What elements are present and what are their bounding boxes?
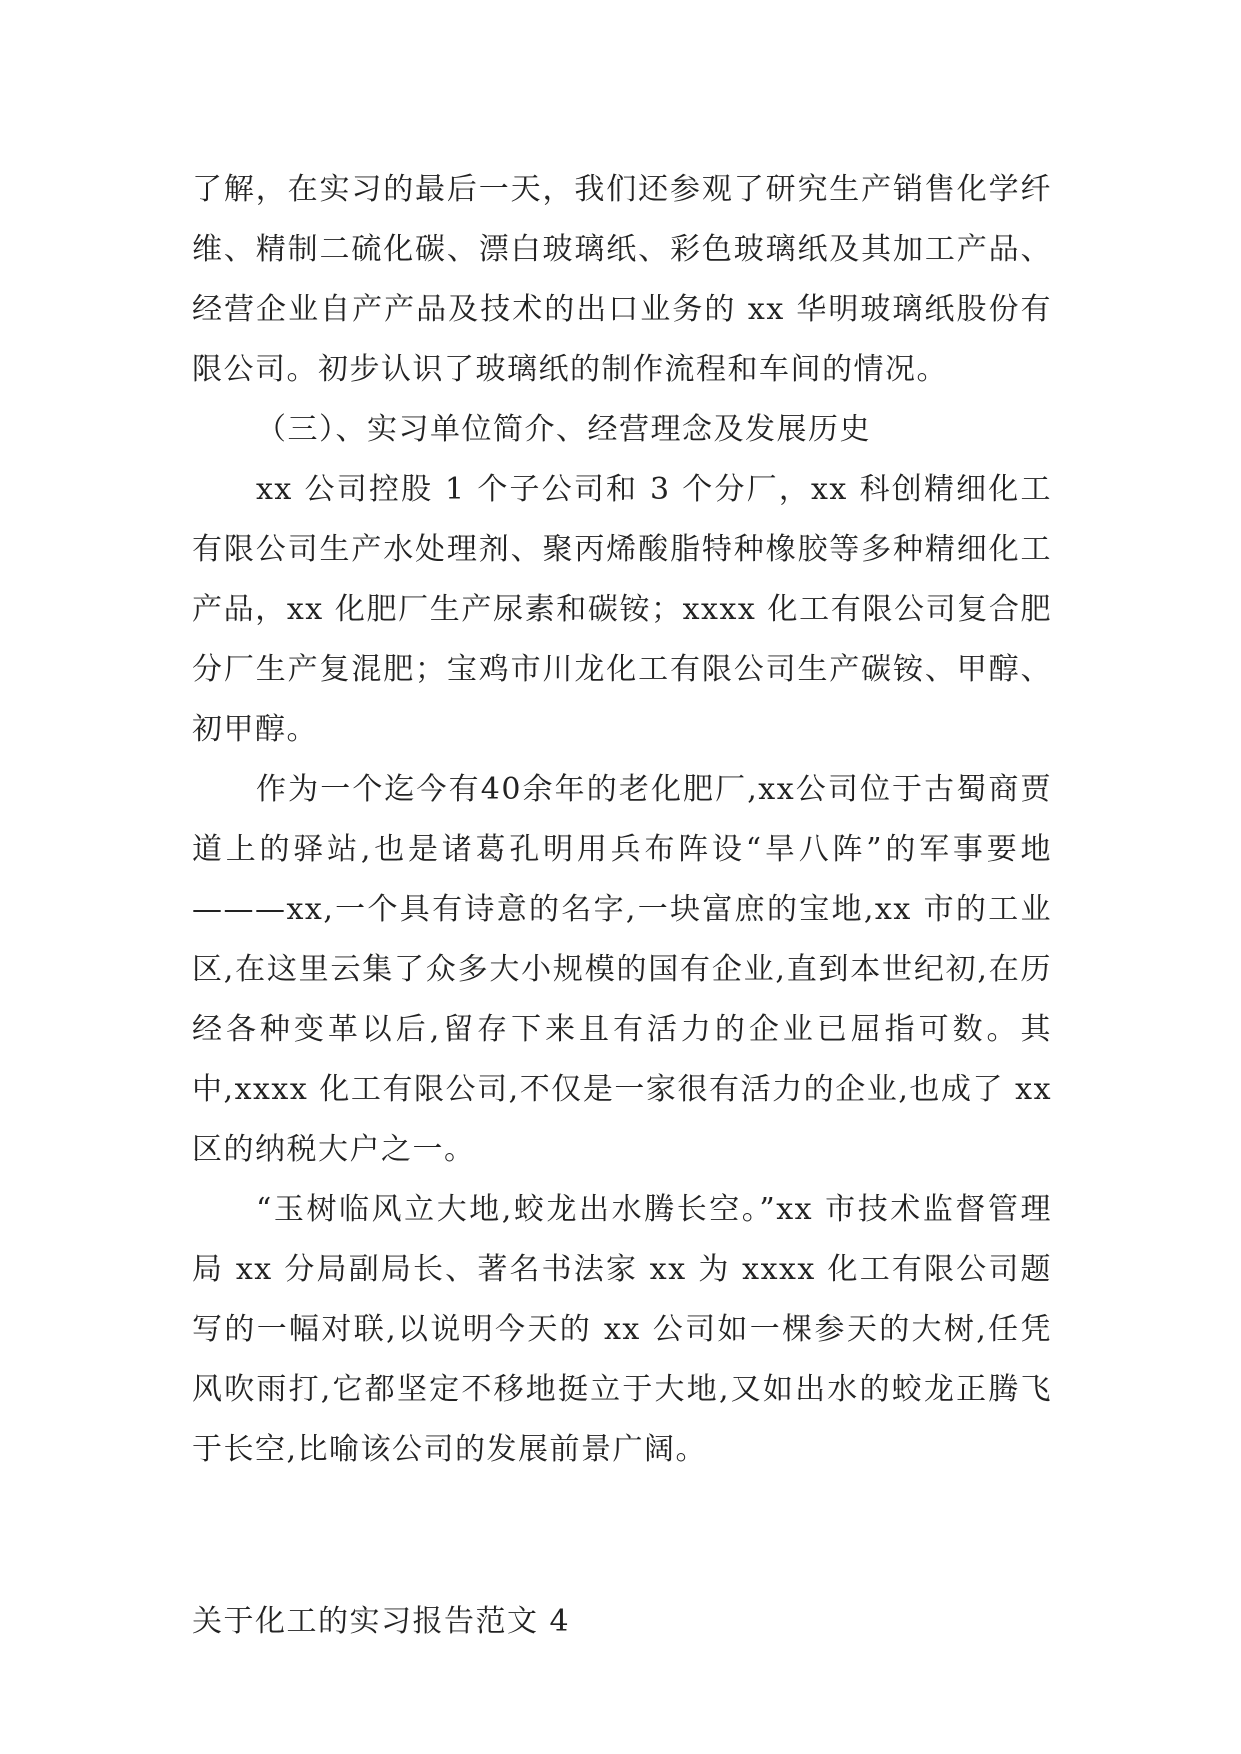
section-heading-3: （三）、实习单位简介、经营理念及发展历史 [256, 412, 871, 447]
paragraph-4: “玉树临风立大地,蛟龙出水腾长空。”xx 市技术监督管理局 xx 分局副局长、著名书法家 xx 为 xxxx 化工有限公司题写的一幅对联,以说明今天的 xx 公司如一棵参天的大树,任凭风吹雨打,它都坚定不移地挺立于大地,又如出水的蛟龙正腾飞于长空,比喻该公司的发展前景广阔。 [192, 1192, 1052, 1467]
section-gap [192, 1480, 1052, 1592]
next-section-title: 关于化工的实习报告范文 4 [192, 1604, 571, 1639]
document-body [192, 160, 1052, 1652]
paragraph-3: 作为一个迄今有40余年的老化肥厂,xx公司位于古蜀商贾道上的驿站,也是诸葛孔明用兵布阵设“旱八阵”的军事要地———xx,一个具有诗意的名字,一块富庶的宝地,xx 市的工业区,在这里云集了众多大小规模的国有企业,直到本世纪初,在历经各种变革以后,留存下来且有活力的企业已屈指可数。其中,xxxx 化工有限公司,不仅是一家很有活力的企业,也成了 xx 区的纳税大户之一。 [192, 772, 1052, 1167]
paragraph-1: 了解，在实习的最后一天，我们还参观了研究生产销售化学纤维、精制二硫化碳、漂白玻璃纸、彩色玻璃纸及其加工产品、经营企业自产产品及技术的出口业务的 xx 华明玻璃纸股份有限公司。初步认识了玻璃纸的制作流程和车间的情况。 [192, 172, 1052, 387]
paragraph-2: xx 公司控股 1 个子公司和 3 个分厂，xx 科创精细化工有限公司生产水处理剂、聚丙烯酸脂特种橡胶等多种精细化工产品，xx 化肥厂生产尿素和碳铵；xxxx 化工有限公司复合肥分厂生产复混肥；宝鸡市川龙化工有限公司生产碳铵、甲醇、初甲醇。 [192, 472, 1052, 747]
